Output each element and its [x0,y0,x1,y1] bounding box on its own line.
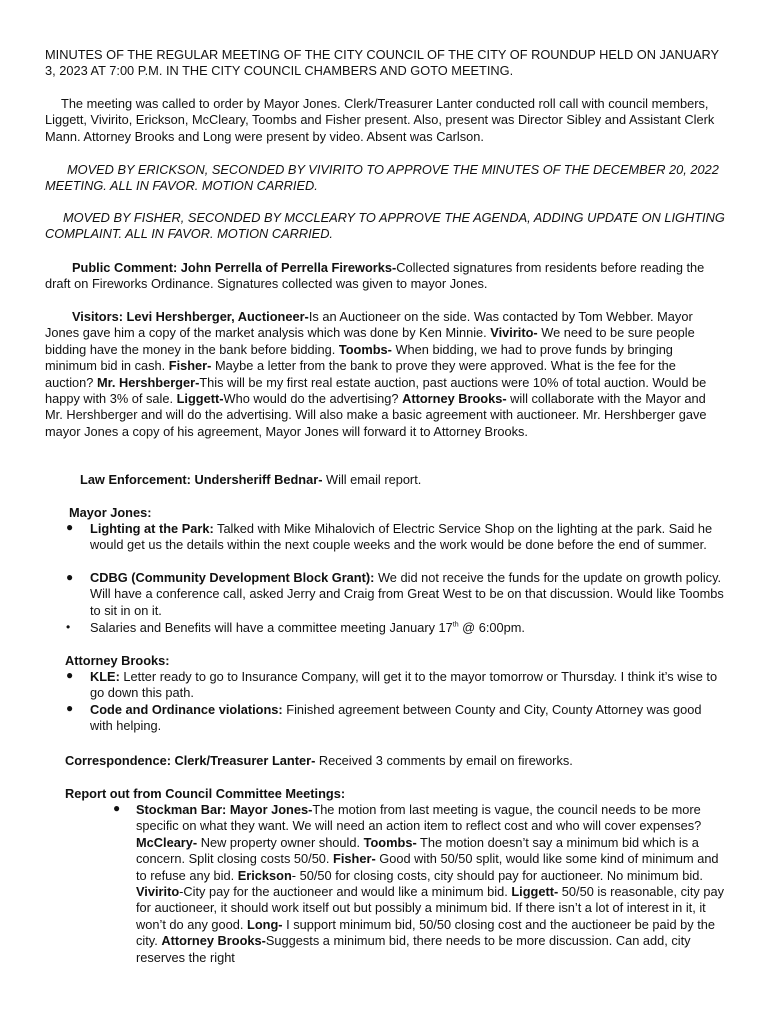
visitors-text-1: Is an Auctioneer on the side. Was contacted by Tom Webber. Mayor Jones gave him a copy of the market analysis which was done by Ken Minnie. [45,309,693,341]
lighting-text: Talked with Mike Mihalovich of Electric Service Shop on the lighting at the park. Said he would get us the details within the next couple weeks and the work would be done before the end of summer. [90,521,713,553]
stockman-text-3: The motion doesn’t say a minimum bid which is a concern. Split closing costs 50/50. [136,834,699,867]
stockman-text-5: - 50/50 for closing costs, city should pay for auctioneer. No minimum bid. [291,867,703,883]
stockman-text-4: Good with 50/50 split, would like some kind of minimum and to refuse any bid. [136,851,719,883]
visitors-text-2: We need to be sure people bidding have the money in the bank before bidding. [45,325,695,357]
speaker-vivirito: Vivirito [136,884,180,900]
call-to-order-paragraph: The meeting was called to order by Mayor Jones. Clerk/Treasurer Lanter conducted roll call with council members, Liggett, Vivirito, Erickson, McCleary, Toombs and Fisher present. Also, present was Director Sibley and Assistant Clerk Mann. Attorney Brooks and Long were present by video. Absent was Carlson. [45,96,715,144]
correspondence-text: Received 3 comments by email on fireworks. [315,753,573,768]
law-enforcement-paragraph [45,472,725,488]
visitors-text-5: This will be my first real estate auction, past auctions were 10% of total auction. Would be happy with 3% of sale. [45,374,707,407]
motion-agenda-approval: MOVED BY FISHER, SECONDED BY MCCLEARY TO APPROVE THE AGENDA, ADDING UPDATE ON LIGHTING COMPLAINT. ALL IN FAVOR. MOTION CARRIED. [45,210,725,242]
code-text: Finished agreement between County and City, County Attorney was good with helping. [90,702,702,734]
mayor-heading: Mayor Jones: [69,505,152,520]
speaker-fisher: Fisher- [168,358,212,374]
bullet-icon: ● [66,701,74,715]
visitors-paragraph [45,309,725,440]
code-heading: Code and Ordinance violations: [90,702,283,717]
cdbg-heading: CDBG (Community Development Block Grant): [90,570,375,585]
minutes-title: MINUTES OF THE REGULAR MEETING OF THE CITY COUNCIL OF THE CITY OF ROUNDUP HELD ON JANUARY 3, 2023 AT 7:00 P.M. IN THE CITY COUNCIL CHAMBERS AND GOTO MEETING. [45,47,719,79]
speaker-liggett: Liggett- [511,884,559,900]
speaker-attorney-brooks: Attorney Brooks- [161,933,266,949]
public-comment-text: Collected signatures from residents before reading the draft on Fireworks Ordinance. Signatures collected was given to mayor Jones. [45,260,705,292]
motion-minutes-approval: MOVED BY ERICKSON, SECONDED BY VIVIRITO TO APPROVE THE MINUTES OF THE DECEMBER 20, 2022 MEETING. ALL IN FAVOR. MOTION CARRIED. [45,162,719,194]
stockman-text-1: The motion from last meeting is vague, the council needs to be more specific on what they want. We will need an action item to reflect cost and who will cover expenses? [136,802,702,834]
public-comment-heading: Public Comment: John Perrella of Perrella Fireworks- [72,260,397,275]
bullet-icon: ● [66,668,74,682]
kle-text: Letter ready to go to Insurance Company, will get it to the mayor tomorrow or Thursday. I think it’s wise to go down this path. [90,669,718,701]
committee-item-stockman-bar [136,802,728,966]
cdbg-text: We did not receive the funds for the update on growth policy. Will have a conference call, asked Jerry and Craig from Great West to be on that discussion. Would like Toombs to sit in on it. [90,570,724,618]
law-enforcement-heading: Law Enforcement: Undersheriff Bednar- [80,472,323,487]
visitors-text-4: Maybe a letter from the bank to prove they were approved. What is the fee for the auction? [45,358,676,390]
speaker-toombs: Toombs- [338,341,392,357]
bullet-icon: ● [66,570,74,584]
speaker-fisher: Fisher- [333,851,376,867]
lighting-heading: Lighting at the Park: [90,521,214,536]
visitors-text-6: Who would do the advertising? [223,391,403,407]
salaries-time: @ 6:00pm. [458,620,525,635]
stockman-heading: Stockman Bar: Mayor Jones- [136,802,313,817]
stockman-text-8: I support minimum bid, 50/50 closing cost and the auctioneer be paid by the city. [136,916,716,949]
stockman-text-7: 50/50 is reasonable, city pay for auctioneer, it should work itself out but possibly a minimum bid. If there isn’t a lot of interest in it, it won’t do any good. [136,884,724,932]
bullet-icon: • [66,620,71,634]
salaries-text: Salaries and Benefits will have a committee meeting January 17 [90,620,453,635]
attorney-heading: Attorney Brooks: [65,653,170,668]
public-comment-paragraph [45,260,725,293]
salaries-superscript: th [452,621,459,629]
speaker-mccleary: McCleary- [136,834,198,850]
speaker-erickson: Erickson [237,867,292,883]
stockman-text-9: Suggests a minimum bid, there needs to be more discussion. Can add, city reserves the right [136,933,691,965]
correspondence-paragraph [65,753,745,769]
speaker-vivirito: Vivirito- [490,325,538,341]
visitors-heading: Visitors: Levi Hershberger, Auctioneer- [72,309,309,324]
stockman-text-6: -City pay for the auctioneer and would like a minimum bid. [179,884,512,900]
kle-heading: KLE: [90,669,120,684]
attorney-item-code [90,702,725,735]
correspondence-heading: Correspondence: Clerk/Treasurer Lanter- [65,753,316,768]
speaker-long: Long- [247,916,283,932]
mayor-item-salaries [90,620,725,636]
bullet-icon: ● [66,520,74,534]
speaker-liggett: Liggett- [176,391,224,407]
stockman-text-2: New property owner should. [197,834,364,850]
bullet-icon: ● [113,801,121,815]
speaker-toombs: Toombs- [363,834,417,850]
law-enforcement-text: Will email report. [322,472,422,487]
visitors-text-7: will collaborate with the Mayor and Mr. Hershberger and will do the advertising. Will also make a basic agreement with auctioneer. Mr. Hershberger gave mayor Jones a copy of his agreement, Mayor Jones will forward it to Attorney Brooks. [45,391,707,439]
speaker-hershberger: Mr. Hershberger- [96,374,200,390]
speaker-attorney-brooks: Attorney Brooks- [402,391,507,407]
mayor-item-cdbg [90,570,725,619]
attorney-item-kle [90,669,725,702]
committee-heading: Report out from Council Committee Meetings: [65,786,346,801]
visitors-text-3: When bidding, we had to prove funds by bringing minimum bid in cash. [45,341,673,374]
mayor-item-lighting [90,521,725,554]
